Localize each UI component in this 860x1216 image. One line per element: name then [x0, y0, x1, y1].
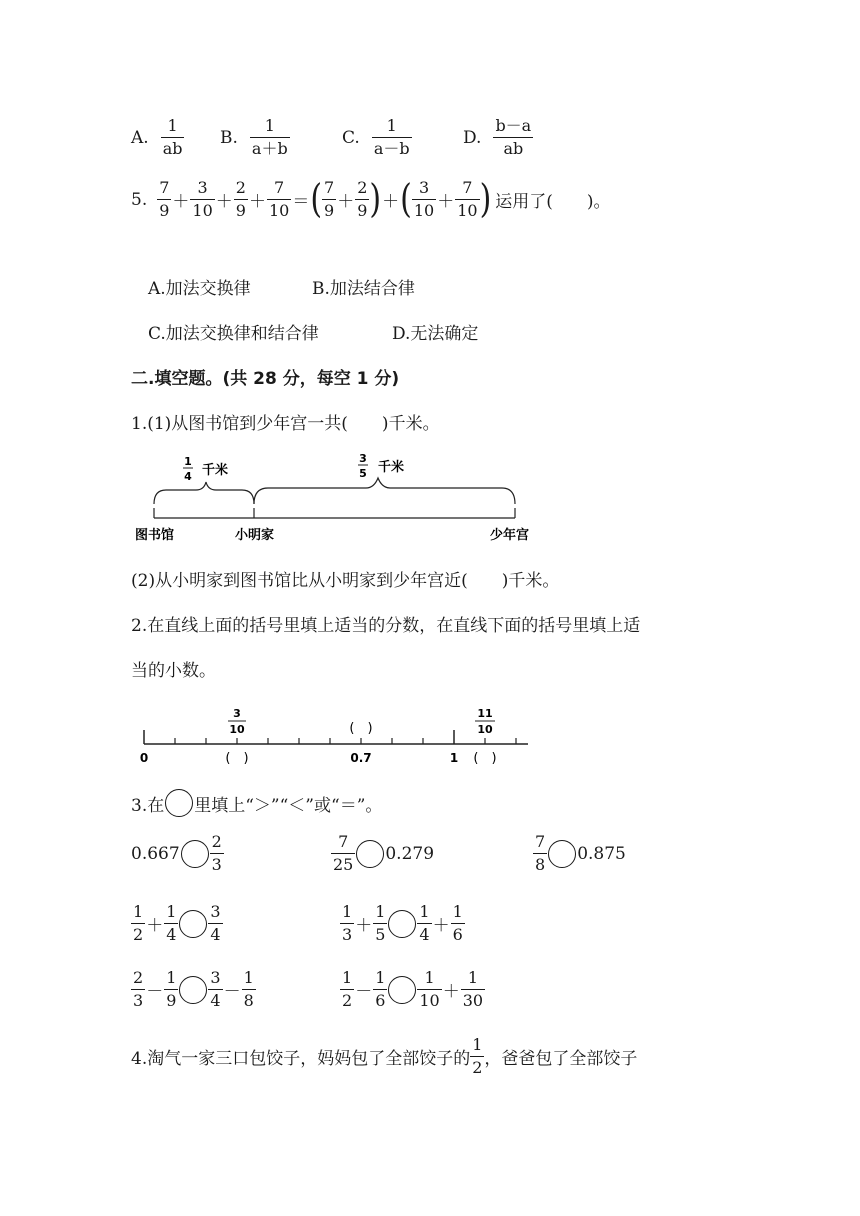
compare-circle — [388, 976, 416, 1004]
q5-option-b: B.加法结合律 — [312, 279, 415, 299]
seg1-unit: 千米 — [202, 463, 229, 478]
label-0-7: 0.7 — [350, 751, 372, 765]
top-frac1-den: 10 — [229, 723, 245, 736]
seg1-num: 1 — [184, 455, 192, 468]
label-library: 图书馆 — [135, 528, 175, 543]
fill4-text: 4.淘气一家三口包饺子，妈妈包了全部饺子的 $\frac{1}{2}$ ，爸爸包了全部饺子 — [131, 1035, 638, 1077]
brace-seg2 — [254, 478, 515, 504]
seg1-den: 4 — [184, 470, 192, 483]
compare-r3c2: $\frac{1}{2}$ － $\frac{1}{6}$ $\frac{1}{10}$ ＋ $\frac{1}{30}$ — [342, 968, 484, 1010]
compare-r1c3: $\frac{7}{8}$ 0.875 — [535, 832, 626, 874]
fill1-part1: 1.(1)从图书馆到少年宫一共( )千米。 — [131, 414, 440, 434]
q5-option-c: C.加法交换律和结合律 — [148, 324, 319, 344]
compare-r1c1: 0.667 $\frac{2}{3}$ — [131, 832, 222, 874]
label-0: 0 — [139, 751, 149, 765]
top-paren: ( ) — [349, 721, 373, 736]
number-line — [130, 700, 540, 776]
compare-r2c2: $\frac{1}{3}$ ＋ $\frac{1}{5}$ $\frac{1}{4}$ ＋ $\frac{1}{6}$ — [342, 902, 463, 944]
fill1-part2: (2)从小明家到图书馆比从小明家到少年宫近( )千米。 — [131, 571, 560, 591]
top-frac2-num: 11 — [477, 707, 493, 720]
distance-diagram — [130, 448, 550, 548]
label-youth-palace: 少年宫 — [490, 528, 530, 543]
compare-circle — [179, 976, 207, 1004]
compare-circle — [356, 840, 384, 868]
top-frac2-den: 10 — [477, 723, 493, 736]
fill2-line1: 2.在直线上面的括号里填上适当的分数，在直线下面的括号里填上适 — [131, 616, 641, 636]
q5-expression: 5. $\frac{7}{9}$ ＋ $\frac{3}{10}$ ＋ $\frac{2}{9}$ ＋ $\frac{7}{10}$ ＝ ( $\frac{7}{9}$ ＋ $\frac{2}{9}$ ) ＋ ( $\frac{3}{10}$ ＋ $\frac{7}{10}$ ) 运用了( )。 — [131, 176, 611, 223]
brace-seg1 — [154, 482, 254, 504]
compare-circle — [388, 910, 416, 938]
q5-option-d: D.无法确定 — [392, 324, 479, 344]
q4-option-a: A. $\frac{1}{ab}$ — [131, 116, 183, 158]
seg2-unit: 千米 — [378, 460, 405, 475]
blank-circle-icon — [165, 789, 193, 817]
compare-r1c2: $\frac{7}{25}$ 0.279 — [333, 832, 435, 874]
q4-option-b: B. $\frac{1}{a+b}$ — [220, 116, 288, 158]
compare-circle — [179, 910, 207, 938]
top-frac1-num: 3 — [233, 707, 241, 720]
compare-circle — [548, 840, 576, 868]
label-xiaoming-home: 小明家 — [235, 528, 275, 543]
compare-r2c1: $\frac{1}{2}$ ＋ $\frac{1}{4}$ $\frac{3}{4}$ — [133, 902, 221, 944]
bottom-paren-2: ( ) — [473, 751, 497, 766]
fill3-instruction: 3.在 里填上“＞”“＜”或“＝”。 — [131, 789, 382, 817]
bottom-paren-1: ( ) — [225, 751, 249, 766]
compare-circle — [181, 840, 209, 868]
seg2-num: 3 — [359, 452, 367, 465]
label-1: 1 — [449, 751, 459, 765]
q4-option-d: D. $\frac{b-a}{ab}$ — [463, 116, 532, 158]
fill2-line2: 当的小数。 — [131, 661, 216, 681]
compare-r3c1: $\frac{2}{3}$ － $\frac{1}{9}$ $\frac{3}{4}$ － $\frac{1}{8}$ — [133, 968, 254, 1010]
seg2-den: 5 — [359, 467, 367, 480]
section-title: 二.填空题。(共 28 分，每空 1 分) — [131, 369, 400, 389]
q4-option-c: C. $\frac{1}{a-b}$ — [342, 116, 410, 158]
q5-option-a: A.加法交换律 — [148, 279, 251, 299]
